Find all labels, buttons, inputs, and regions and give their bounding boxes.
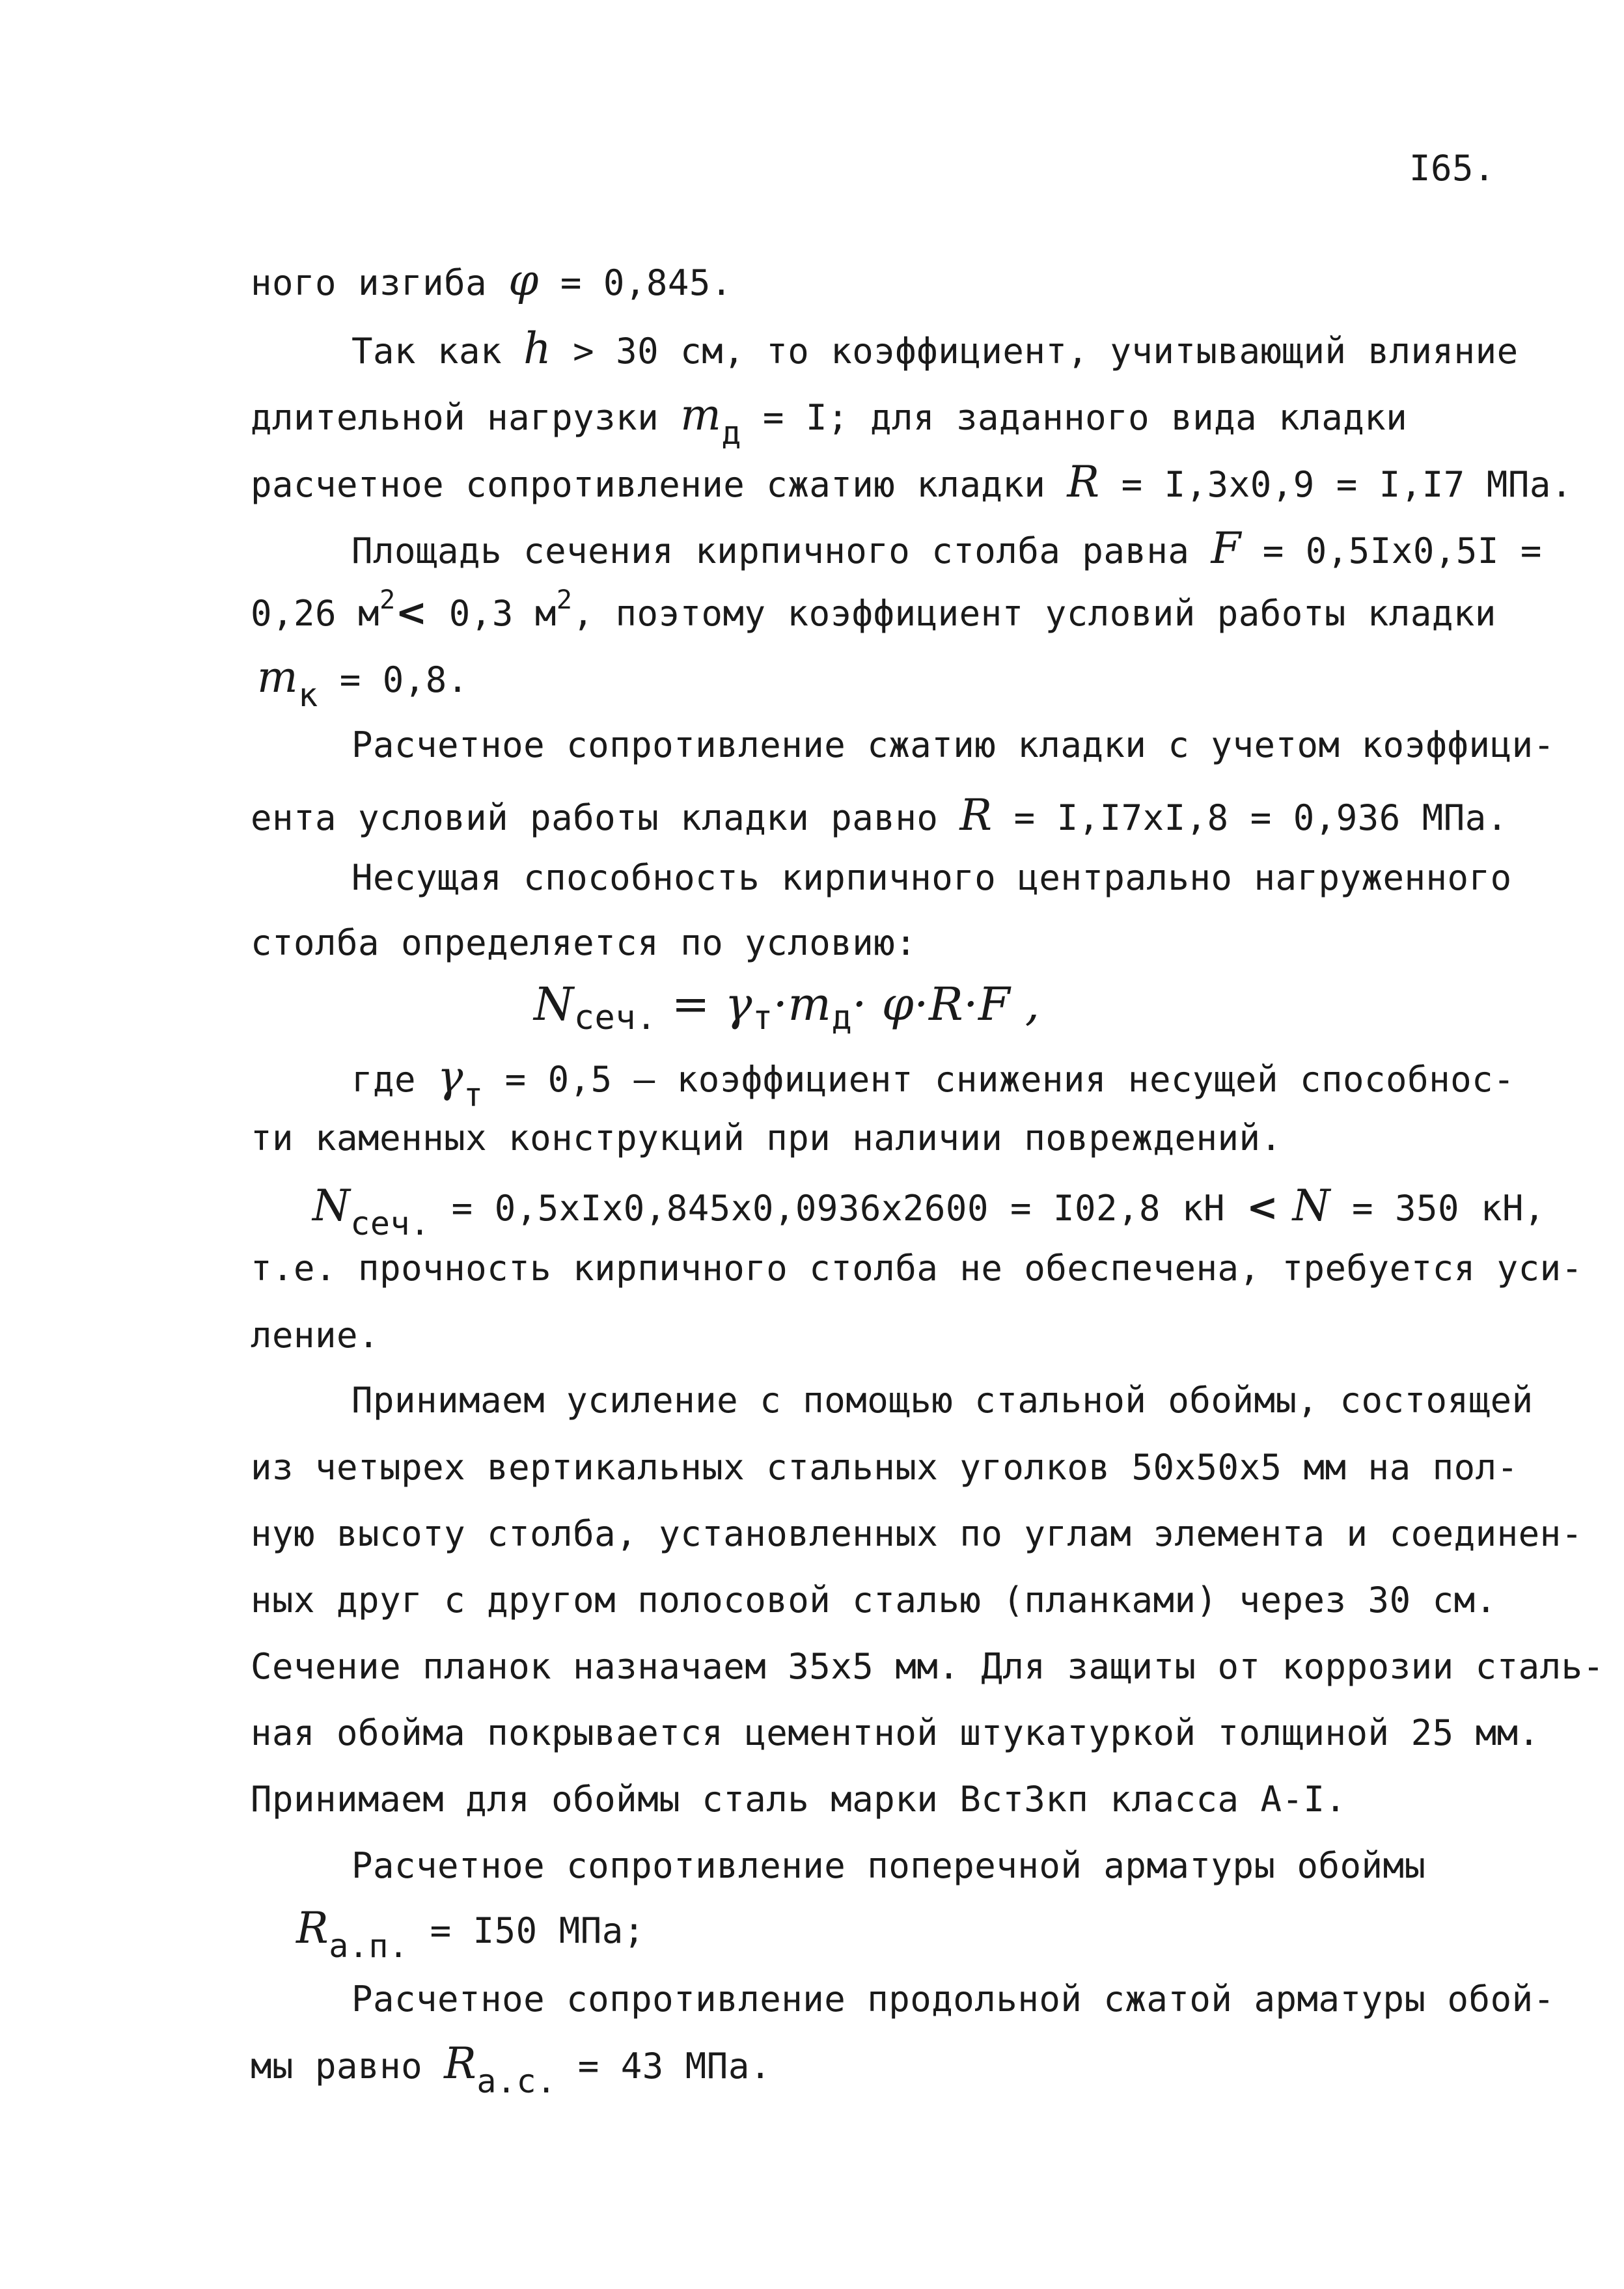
text-line-15: т.е. прочность кирпичного столба не обеспечена, требуется уси-: [251, 1248, 1583, 1289]
text-line-9: ента условий работы кладки равно R = I,I7xI,8 = 0,936 МПа.: [251, 790, 1508, 840]
capacity-formula: $N_{сеч.} = \gamma_т\cdot m_д\cdot \varphi\cdot R\cdot F$ ,: [534, 978, 1040, 1037]
text-line-13: ти каменных конструкций при наличии повреждений.: [251, 1117, 1282, 1158]
text-line-1: ного изгиба φ = 0,845.: [251, 255, 732, 305]
text-line-18: из четырех вертикальных стальных уголков 50x50x5 мм на пол-: [251, 1447, 1519, 1488]
text-line-10: Несущая способность кирпичного центрально нагруженного: [351, 857, 1512, 898]
text-line-4: расчетное сопротивление сжатию кладки R = I,3x0,9 = I,I7 МПа.: [251, 457, 1573, 507]
text-line-8: Расчетное сопротивление сжатию кладки с учетом коэффици-: [351, 724, 1555, 765]
text-line-14: Nсеч. = 0,5xIx0,845x0,0936x2600 = I02,8 кН < N = 350 кН,: [312, 1181, 1546, 1242]
text-line-24: Расчетное сопротивление поперечной арматуры обоймы: [351, 1845, 1426, 1886]
text-line-23: Принимаем для обоймы сталь марки ВстЗкп класса А-I.: [251, 1779, 1347, 1820]
text-line-16: ление.: [251, 1315, 380, 1356]
text-line-25: Rа.п. = I50 МПа;: [296, 1903, 645, 1965]
text-line-17: Принимаем усиление с помощью стальной обоймы, состоящей: [351, 1380, 1534, 1421]
page-number: I65.: [1409, 148, 1496, 189]
text-line-21: Сечение планок назначаем 35x5 мм. Для защиты от коррозии сталь-: [251, 1646, 1604, 1687]
text-line-22: ная обойма покрывается цементной штукатуркой толщиной 25 мм.: [251, 1712, 1540, 1753]
text-line-20: ных друг с другом полосовой сталью (планками) через 30 см.: [251, 1580, 1497, 1621]
text-line-19: ную высоту столба, установленных по углам элемента и соединен-: [251, 1513, 1583, 1554]
text-line-27: мы равно Rа.с. = 43 МПа.: [251, 2038, 771, 2100]
text-line-26: Расчетное сопротивление продольной сжатой арматуры обой-: [351, 1979, 1555, 2020]
text-line-7: mк = 0,8.: [257, 652, 469, 714]
text-line-5: Площадь сечения кирпичного столба равна F = 0,5Ix0,5I =: [351, 523, 1542, 573]
text-line-3: длительной нагрузки mд = I; для заданного вида кладки: [251, 390, 1408, 452]
text-line-6: 0,26 $м^2< 0,3$ $м^2$, поэтому коэффициент условий работы кладки: [251, 585, 1496, 635]
text-line-2: Так как h > 30 см, то коэффициент, учитывающий влияние: [351, 323, 1519, 374]
text-line-12: где γт = 0,5 – коэффициент снижения несущей способнос-: [351, 1052, 1515, 1114]
text-line-11: столба определяется по условию:: [251, 922, 917, 963]
